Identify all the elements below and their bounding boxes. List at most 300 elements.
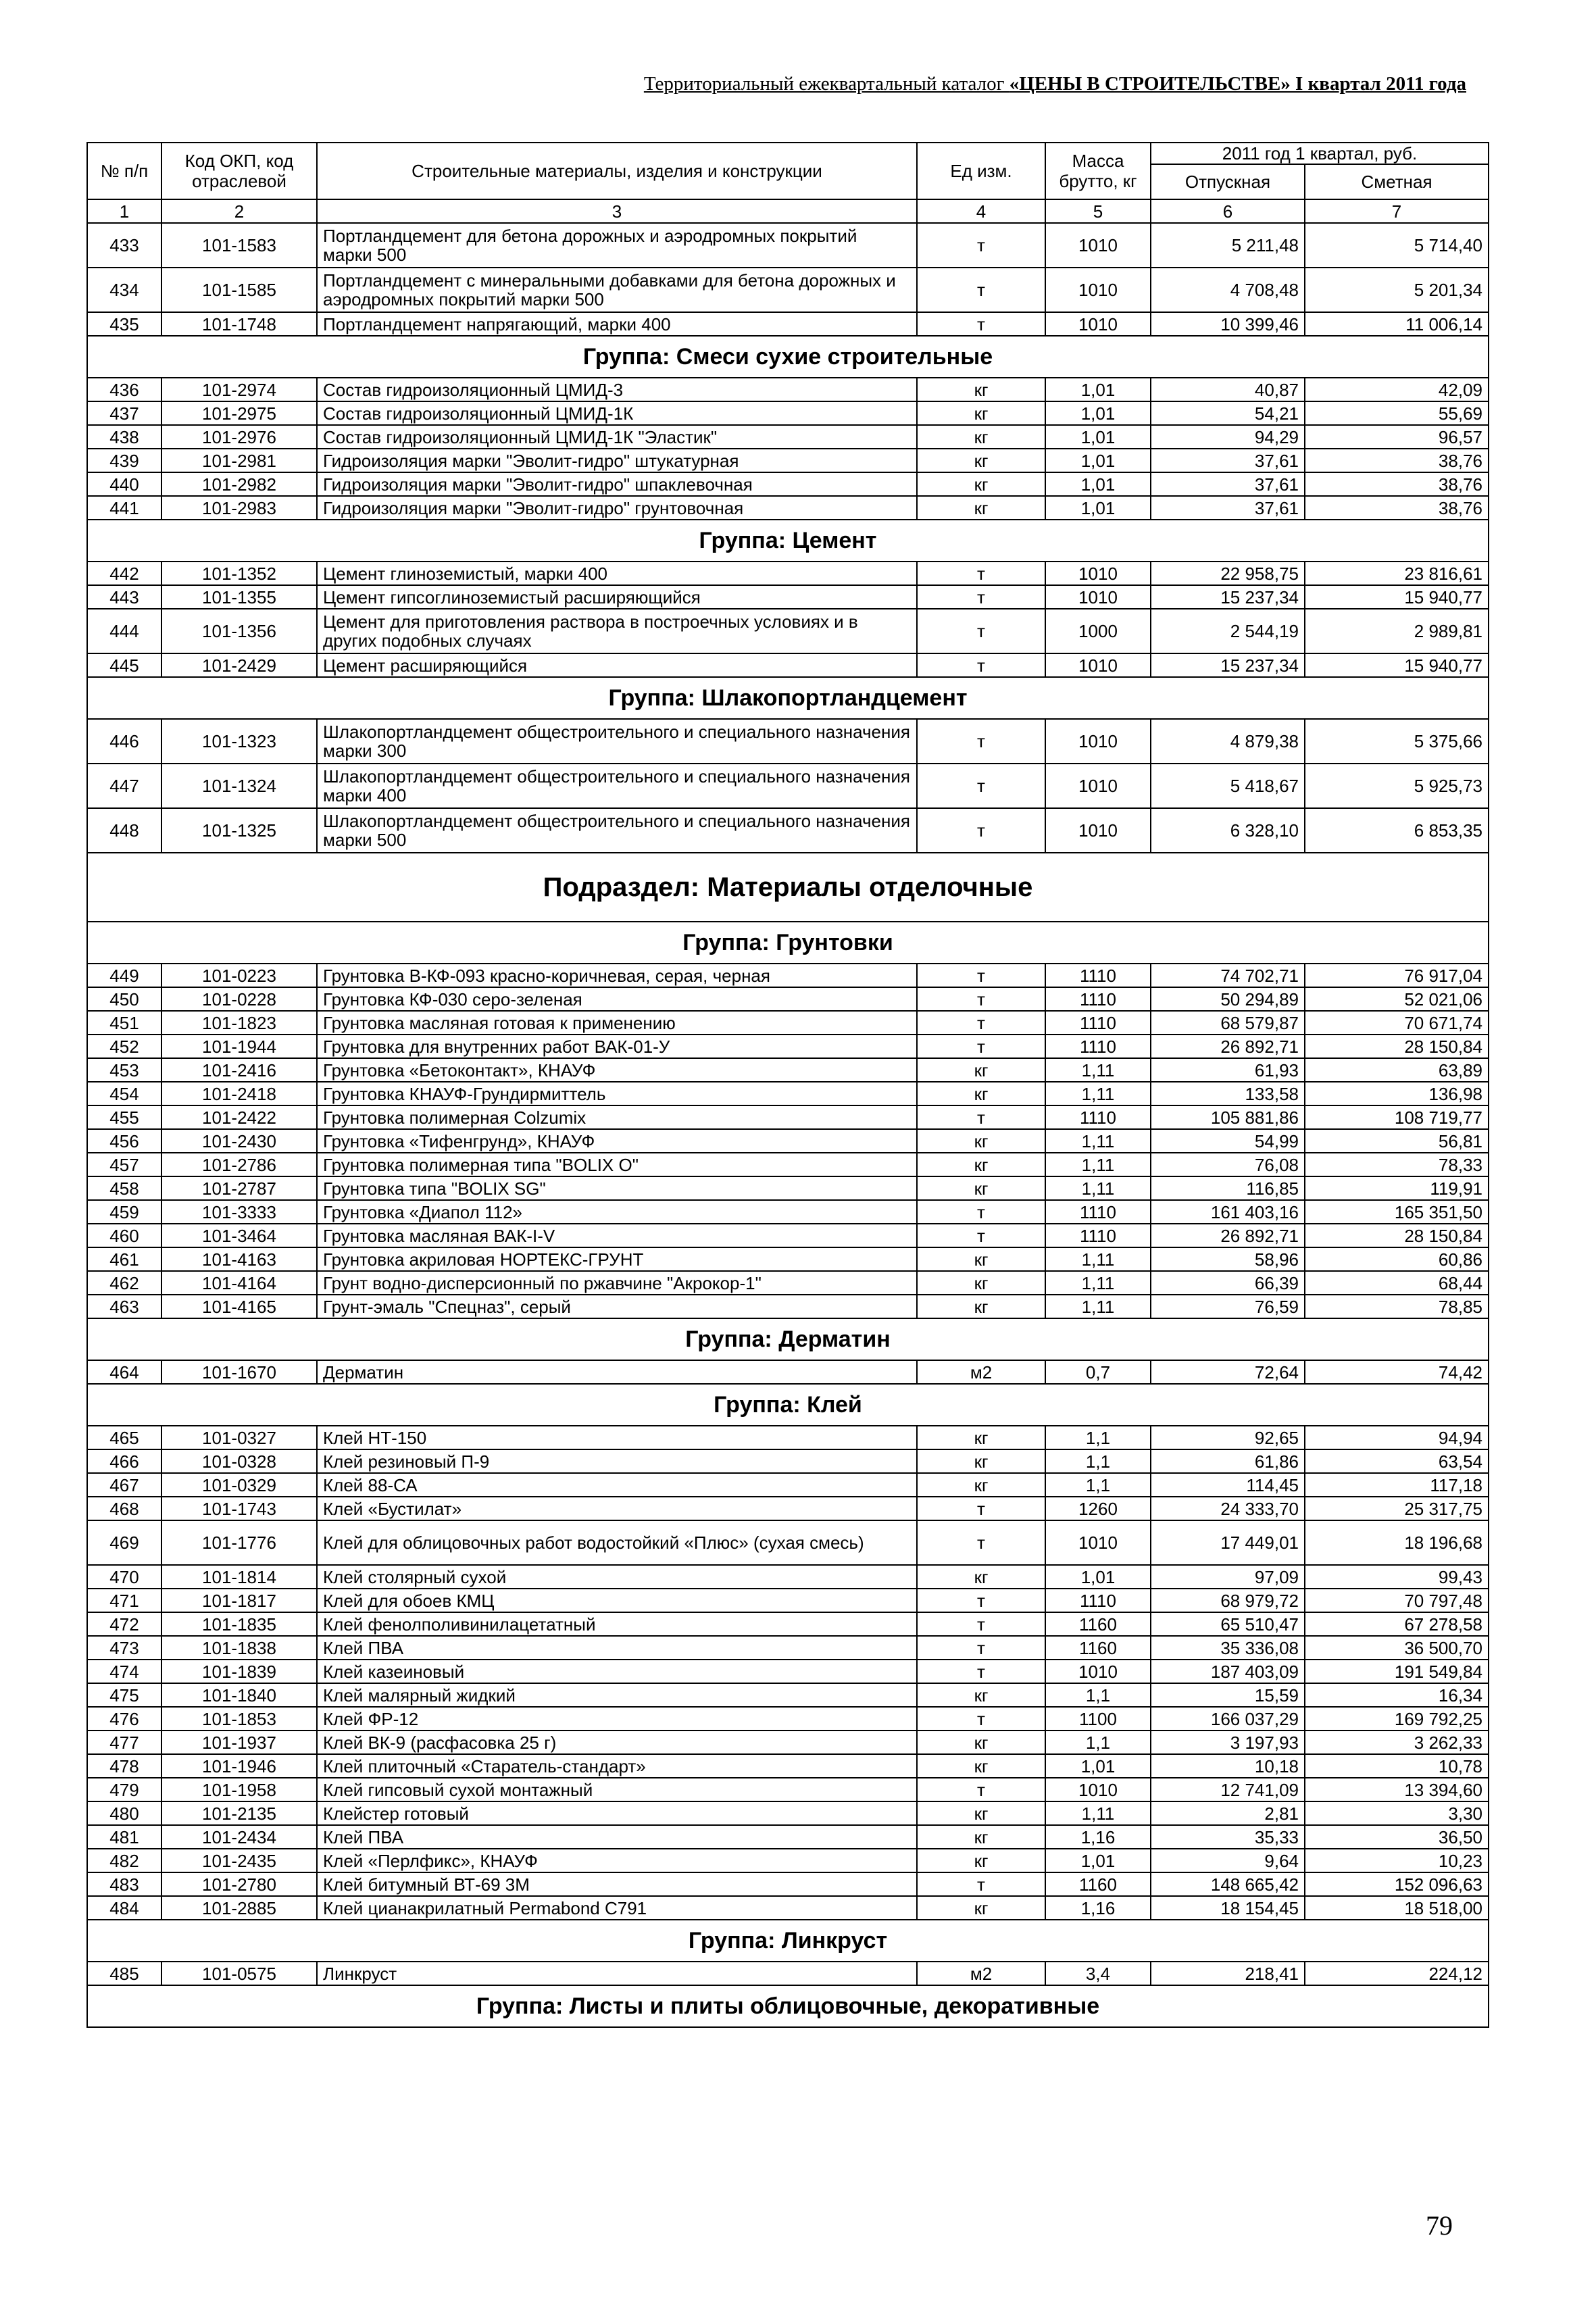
okp-code-cell: 101-2435 — [161, 1849, 317, 1872]
table-row — [87, 1778, 1489, 1801]
release-price-cell: 5 211,48 — [1151, 223, 1305, 268]
row-number-cell: 434 — [87, 268, 161, 312]
unit-cell: кг — [917, 1473, 1045, 1497]
unit-cell: т — [917, 1035, 1045, 1058]
release-price-cell: 4 708,48 — [1151, 268, 1305, 312]
material-name-cell: Грунтовка «Тифенгрунд», КНАУФ — [317, 1129, 917, 1153]
unit-cell: т — [917, 1707, 1045, 1731]
table-row — [87, 472, 1489, 496]
release-price-cell: 74 702,71 — [1151, 964, 1305, 987]
release-price-cell: 26 892,71 — [1151, 1035, 1305, 1058]
okp-code-cell: 101-2786 — [161, 1153, 317, 1176]
release-price-cell: 187 403,09 — [1151, 1660, 1305, 1683]
material-name-cell: Цемент глиноземистый, марки 400 — [317, 562, 917, 585]
row-number-cell: 478 — [87, 1754, 161, 1778]
release-price-cell: 54,99 — [1151, 1129, 1305, 1153]
okp-code-cell: 101-0328 — [161, 1449, 317, 1473]
release-price-cell: 12 741,09 — [1151, 1778, 1305, 1801]
material-name-cell: Клей плиточный «Старатель-стандарт» — [317, 1754, 917, 1778]
estimate-price-cell: 18 518,00 — [1305, 1896, 1489, 1920]
release-price-cell: 24 333,70 — [1151, 1497, 1305, 1520]
estimate-price-cell: 13 394,60 — [1305, 1778, 1489, 1801]
row-number-cell: 479 — [87, 1778, 161, 1801]
release-price-cell: 166 037,29 — [1151, 1707, 1305, 1731]
estimate-price-cell: 70 797,48 — [1305, 1589, 1489, 1612]
subsection-heading: Подраздел: Материалы отделочные — [87, 853, 1489, 922]
unit-cell: кг — [917, 1754, 1045, 1778]
estimate-price-cell: 94,94 — [1305, 1426, 1489, 1449]
group-heading: Группа: Линкруст — [87, 1920, 1489, 1962]
mass-cell: 1,11 — [1045, 1153, 1151, 1176]
table-row — [87, 223, 1489, 268]
unit-cell: кг — [917, 1153, 1045, 1176]
okp-code-cell: 101-2982 — [161, 472, 317, 496]
material-name-cell: Грунтовка КНАУФ-Грундирмиттель — [317, 1082, 917, 1105]
mass-cell: 1110 — [1045, 1105, 1151, 1129]
row-number-cell: 461 — [87, 1247, 161, 1271]
unit-cell: т — [917, 1105, 1045, 1129]
okp-code-cell: 101-1352 — [161, 562, 317, 585]
row-number-cell: 465 — [87, 1426, 161, 1449]
col-index: 3 — [317, 199, 917, 223]
group-heading-row — [87, 1384, 1489, 1426]
material-name-cell: Клейстер готовый — [317, 1801, 917, 1825]
okp-code-cell: 101-1776 — [161, 1520, 317, 1565]
okp-code-cell: 101-1838 — [161, 1636, 317, 1660]
material-name-cell: Состав гидроизоляционный ЦМИД-3 — [317, 378, 917, 401]
table-row — [87, 964, 1489, 987]
release-price-cell: 65 510,47 — [1151, 1612, 1305, 1636]
material-name-cell: Грунт водно-дисперсионный по ржавчине "Акрокор-1" — [317, 1271, 917, 1295]
col-code-header: Код ОКП, код отраслевой — [161, 143, 317, 199]
estimate-price-cell: 60,86 — [1305, 1247, 1489, 1271]
mass-cell: 1,11 — [1045, 1271, 1151, 1295]
row-number-cell: 433 — [87, 223, 161, 268]
okp-code-cell: 101-1814 — [161, 1565, 317, 1589]
table-row — [87, 585, 1489, 609]
unit-cell: кг — [917, 401, 1045, 425]
material-name-cell: Гидроизоляция марки "Эволит-гидро" шпаклевочная — [317, 472, 917, 496]
unit-cell: м2 — [917, 1360, 1045, 1384]
unit-cell: т — [917, 1660, 1045, 1683]
mass-cell: 1,16 — [1045, 1896, 1151, 1920]
row-number-cell: 449 — [87, 964, 161, 987]
row-number-cell: 447 — [87, 764, 161, 808]
unit-cell: кг — [917, 1058, 1045, 1082]
col-release-header: Отпускная — [1151, 164, 1305, 199]
table-row — [87, 1295, 1489, 1318]
row-number-cell: 466 — [87, 1449, 161, 1473]
okp-code-cell: 101-1835 — [161, 1612, 317, 1636]
material-name-cell: Грунтовка типа "BOLIX SG" — [317, 1176, 917, 1200]
okp-code-cell: 101-1323 — [161, 719, 317, 764]
estimate-price-cell: 36 500,70 — [1305, 1636, 1489, 1660]
okp-code-cell: 101-1743 — [161, 1497, 317, 1520]
mass-cell: 1100 — [1045, 1707, 1151, 1731]
unit-cell: кг — [917, 1731, 1045, 1754]
material-name-cell: Грунтовка акриловая НОРТЕКС-ГРУНТ — [317, 1247, 917, 1271]
release-price-cell: 92,65 — [1151, 1426, 1305, 1449]
okp-code-cell: 101-1583 — [161, 223, 317, 268]
table-row — [87, 1683, 1489, 1707]
mass-cell: 1,01 — [1045, 472, 1151, 496]
material-name-cell: Состав гидроизоляционный ЦМИД-1К — [317, 401, 917, 425]
header-row-1 — [87, 143, 1489, 164]
table-row — [87, 1520, 1489, 1565]
mass-cell: 1110 — [1045, 1011, 1151, 1035]
mass-cell: 1,1 — [1045, 1449, 1151, 1473]
unit-cell: кг — [917, 1247, 1045, 1271]
estimate-price-cell: 70 671,74 — [1305, 1011, 1489, 1035]
estimate-price-cell: 16,34 — [1305, 1683, 1489, 1707]
material-name-cell: Клей ВК-9 (расфасовка 25 г) — [317, 1731, 917, 1754]
okp-code-cell: 101-2983 — [161, 496, 317, 520]
mass-cell: 1000 — [1045, 609, 1151, 653]
estimate-price-cell: 3 262,33 — [1305, 1731, 1489, 1754]
estimate-price-cell: 3,30 — [1305, 1801, 1489, 1825]
row-number-cell: 459 — [87, 1200, 161, 1224]
estimate-price-cell: 117,18 — [1305, 1473, 1489, 1497]
col-index: 1 — [87, 199, 161, 223]
material-name-cell: Гидроизоляция марки "Эволит-гидро" грунтовочная — [317, 496, 917, 520]
column-index-row — [87, 199, 1489, 223]
unit-cell: т — [917, 223, 1045, 268]
table-row — [87, 719, 1489, 764]
estimate-price-cell: 10,23 — [1305, 1849, 1489, 1872]
release-price-cell: 10 399,46 — [1151, 312, 1305, 336]
mass-cell: 1010 — [1045, 585, 1151, 609]
table-row — [87, 1271, 1489, 1295]
okp-code-cell: 101-2135 — [161, 1801, 317, 1825]
release-price-cell: 133,58 — [1151, 1082, 1305, 1105]
unit-cell: кг — [917, 1849, 1045, 1872]
unit-cell: кг — [917, 378, 1045, 401]
col-name-header: Строительные материалы, изделия и конструкции — [317, 143, 917, 199]
estimate-price-cell: 63,89 — [1305, 1058, 1489, 1082]
row-number-cell: 452 — [87, 1035, 161, 1058]
material-name-cell: Клей «Бустилат» — [317, 1497, 917, 1520]
okp-code-cell: 101-1937 — [161, 1731, 317, 1754]
estimate-price-cell: 78,33 — [1305, 1153, 1489, 1176]
estimate-price-cell: 11 006,14 — [1305, 312, 1489, 336]
mass-cell: 1,11 — [1045, 1247, 1151, 1271]
col-index: 2 — [161, 199, 317, 223]
table-row — [87, 1731, 1489, 1754]
release-price-cell: 66,39 — [1151, 1271, 1305, 1295]
row-number-cell: 445 — [87, 653, 161, 677]
release-price-cell: 10,18 — [1151, 1754, 1305, 1778]
table-row — [87, 653, 1489, 677]
material-name-cell: Грунтовка полимерная Colzumix — [317, 1105, 917, 1129]
release-price-cell: 35,33 — [1151, 1825, 1305, 1849]
table-row — [87, 1129, 1489, 1153]
estimate-price-cell: 224,12 — [1305, 1962, 1489, 1985]
mass-cell: 1,01 — [1045, 449, 1151, 472]
okp-code-cell: 101-2429 — [161, 653, 317, 677]
mass-cell: 1010 — [1045, 719, 1151, 764]
unit-cell: кг — [917, 1295, 1045, 1318]
release-price-cell: 40,87 — [1151, 378, 1305, 401]
mass-cell: 1010 — [1045, 268, 1151, 312]
okp-code-cell: 101-1823 — [161, 1011, 317, 1035]
material-name-cell: Шлакопортландцемент общестроительного и специального назначения марки 500 — [317, 808, 917, 853]
unit-cell: т — [917, 1200, 1045, 1224]
okp-code-cell: 101-4164 — [161, 1271, 317, 1295]
group-heading-row — [87, 336, 1489, 378]
table-row — [87, 1849, 1489, 1872]
okp-code-cell: 101-0327 — [161, 1426, 317, 1449]
row-number-cell: 474 — [87, 1660, 161, 1683]
table-row — [87, 1105, 1489, 1129]
row-number-cell: 472 — [87, 1612, 161, 1636]
unit-cell: т — [917, 1224, 1045, 1247]
material-name-cell: Клей гипсовый сухой монтажный — [317, 1778, 917, 1801]
okp-code-cell: 101-2418 — [161, 1082, 317, 1105]
material-name-cell: Клей казеиновый — [317, 1660, 917, 1683]
release-price-cell: 5 418,67 — [1151, 764, 1305, 808]
row-number-cell: 455 — [87, 1105, 161, 1129]
okp-code-cell: 101-1325 — [161, 808, 317, 853]
okp-code-cell: 101-3333 — [161, 1200, 317, 1224]
mass-cell: 1,11 — [1045, 1058, 1151, 1082]
mass-cell: 1010 — [1045, 562, 1151, 585]
mass-cell: 1,01 — [1045, 496, 1151, 520]
row-number-cell: 463 — [87, 1295, 161, 1318]
table-row — [87, 1247, 1489, 1271]
estimate-price-cell: 78,85 — [1305, 1295, 1489, 1318]
okp-code-cell: 101-1355 — [161, 585, 317, 609]
okp-code-cell: 101-2430 — [161, 1129, 317, 1153]
mass-cell: 1010 — [1045, 1778, 1151, 1801]
okp-code-cell: 101-1958 — [161, 1778, 317, 1801]
row-number-cell: 480 — [87, 1801, 161, 1825]
subsection-heading-row — [87, 853, 1489, 922]
estimate-price-cell: 5 925,73 — [1305, 764, 1489, 808]
unit-cell: т — [917, 987, 1045, 1011]
release-price-cell: 4 879,38 — [1151, 719, 1305, 764]
material-name-cell: Клей резиновый П-9 — [317, 1449, 917, 1473]
okp-code-cell: 101-2422 — [161, 1105, 317, 1129]
mass-cell: 1110 — [1045, 1224, 1151, 1247]
unit-cell: т — [917, 764, 1045, 808]
release-price-cell: 97,09 — [1151, 1565, 1305, 1589]
mass-cell: 1010 — [1045, 1520, 1151, 1565]
okp-code-cell: 101-2981 — [161, 449, 317, 472]
material-name-cell: Портландцемент для бетона дорожных и аэродромных покрытий марки 500 — [317, 223, 917, 268]
estimate-price-cell: 152 096,63 — [1305, 1872, 1489, 1896]
unit-cell: кг — [917, 1176, 1045, 1200]
mass-cell: 1110 — [1045, 964, 1151, 987]
material-name-cell: Клей для облицовочных работ водостойкий «Плюс» (сухая смесь) — [317, 1520, 917, 1565]
mass-cell: 1010 — [1045, 653, 1151, 677]
material-name-cell: Гидроизоляция марки "Эволит-гидро" штукатурная — [317, 449, 917, 472]
estimate-price-cell: 68,44 — [1305, 1271, 1489, 1295]
group-heading: Группа: Смеси сухие строительные — [87, 336, 1489, 378]
table-row — [87, 1011, 1489, 1035]
col-index: 7 — [1305, 199, 1489, 223]
table-row — [87, 1082, 1489, 1105]
table-row — [87, 1449, 1489, 1473]
group-heading: Группа: Цемент — [87, 520, 1489, 562]
unit-cell: т — [917, 609, 1045, 653]
table-row — [87, 1962, 1489, 1985]
row-number-cell: 462 — [87, 1271, 161, 1295]
estimate-price-cell: 74,42 — [1305, 1360, 1489, 1384]
unit-cell: т — [917, 1778, 1045, 1801]
estimate-price-cell: 18 196,68 — [1305, 1520, 1489, 1565]
material-name-cell: Грунтовка КФ-030 серо-зеленая — [317, 987, 917, 1011]
mass-cell: 1,1 — [1045, 1683, 1151, 1707]
row-number-cell: 441 — [87, 496, 161, 520]
mass-cell: 1,11 — [1045, 1176, 1151, 1200]
group-heading: Группа: Клей — [87, 1384, 1489, 1426]
mass-cell: 1110 — [1045, 987, 1151, 1011]
table-row — [87, 1565, 1489, 1589]
release-price-cell: 54,21 — [1151, 401, 1305, 425]
material-name-cell: Грунтовка «Бетоконтакт», КНАУФ — [317, 1058, 917, 1082]
release-price-cell: 72,64 — [1151, 1360, 1305, 1384]
mass-cell: 1,01 — [1045, 1849, 1151, 1872]
row-number-cell: 460 — [87, 1224, 161, 1247]
release-price-cell: 17 449,01 — [1151, 1520, 1305, 1565]
row-number-cell: 464 — [87, 1360, 161, 1384]
table-row — [87, 425, 1489, 449]
release-price-cell: 37,61 — [1151, 472, 1305, 496]
unit-cell: т — [917, 1612, 1045, 1636]
unit-cell: т — [917, 1872, 1045, 1896]
unit-cell: кг — [917, 1082, 1045, 1105]
unit-cell: т — [917, 312, 1045, 336]
mass-cell: 0,7 — [1045, 1360, 1151, 1384]
col-index: 5 — [1045, 199, 1151, 223]
unit-cell: кг — [917, 472, 1045, 496]
release-price-cell: 15 237,34 — [1151, 585, 1305, 609]
header-prefix: Территориальный ежеквартальный каталог — [643, 73, 1009, 95]
table-row — [87, 764, 1489, 808]
table-row — [87, 987, 1489, 1011]
table-row — [87, 1801, 1489, 1825]
estimate-price-cell: 136,98 — [1305, 1082, 1489, 1105]
table-row — [87, 1426, 1489, 1449]
mass-cell: 1,1 — [1045, 1426, 1151, 1449]
release-price-cell: 116,85 — [1151, 1176, 1305, 1200]
release-price-cell: 15,59 — [1151, 1683, 1305, 1707]
group-heading-row — [87, 922, 1489, 964]
row-number-cell: 435 — [87, 312, 161, 336]
estimate-price-cell: 165 351,50 — [1305, 1200, 1489, 1224]
unit-cell: кг — [917, 1426, 1045, 1449]
release-price-cell: 58,96 — [1151, 1247, 1305, 1271]
release-price-cell: 61,93 — [1151, 1058, 1305, 1082]
okp-code-cell: 101-1356 — [161, 609, 317, 653]
group-heading-row — [87, 1920, 1489, 1962]
release-price-cell: 105 881,86 — [1151, 1105, 1305, 1129]
estimate-price-cell: 10,78 — [1305, 1754, 1489, 1778]
okp-code-cell: 101-2975 — [161, 401, 317, 425]
page-number: 79 — [1426, 2210, 1453, 2241]
row-number-cell: 458 — [87, 1176, 161, 1200]
okp-code-cell: 101-1324 — [161, 764, 317, 808]
estimate-price-cell: 52 021,06 — [1305, 987, 1489, 1011]
mass-cell: 1260 — [1045, 1497, 1151, 1520]
estimate-price-cell: 15 940,77 — [1305, 653, 1489, 677]
release-price-cell: 76,08 — [1151, 1153, 1305, 1176]
okp-code-cell: 101-1840 — [161, 1683, 317, 1707]
col-period-header: 2011 год 1 квартал, руб. — [1151, 143, 1489, 164]
table-row — [87, 1612, 1489, 1636]
mass-cell: 1010 — [1045, 223, 1151, 268]
release-price-cell: 2 544,19 — [1151, 609, 1305, 653]
okp-code-cell: 101-2434 — [161, 1825, 317, 1849]
unit-cell: т — [917, 808, 1045, 853]
row-number-cell: 476 — [87, 1707, 161, 1731]
estimate-price-cell: 38,76 — [1305, 449, 1489, 472]
unit-cell: кг — [917, 1449, 1045, 1473]
table-row — [87, 1754, 1489, 1778]
material-name-cell: Шлакопортландцемент общестроительного и специального назначения марки 400 — [317, 764, 917, 808]
okp-code-cell: 101-0575 — [161, 1962, 317, 1985]
okp-code-cell: 101-0223 — [161, 964, 317, 987]
row-number-cell: 444 — [87, 609, 161, 653]
okp-code-cell: 101-1748 — [161, 312, 317, 336]
row-number-cell: 475 — [87, 1683, 161, 1707]
material-name-cell: Клей малярный жидкий — [317, 1683, 917, 1707]
material-name-cell: Грунтовка масляная готовая к применению — [317, 1011, 917, 1035]
mass-cell: 1,01 — [1045, 401, 1151, 425]
estimate-price-cell: 5 201,34 — [1305, 268, 1489, 312]
release-price-cell: 50 294,89 — [1151, 987, 1305, 1011]
estimate-price-cell: 38,76 — [1305, 472, 1489, 496]
estimate-price-cell: 99,43 — [1305, 1565, 1489, 1589]
row-number-cell: 470 — [87, 1565, 161, 1589]
table-row — [87, 1660, 1489, 1683]
estimate-price-cell: 5 375,66 — [1305, 719, 1489, 764]
release-price-cell: 148 665,42 — [1151, 1872, 1305, 1896]
release-price-cell: 9,64 — [1151, 1849, 1305, 1872]
mass-cell: 1,11 — [1045, 1129, 1151, 1153]
table-row — [87, 268, 1489, 312]
release-price-cell: 26 892,71 — [1151, 1224, 1305, 1247]
table-row — [87, 1035, 1489, 1058]
release-price-cell: 18 154,45 — [1151, 1896, 1305, 1920]
col-unit-header: Ед изм. — [917, 143, 1045, 199]
okp-code-cell: 101-2780 — [161, 1872, 317, 1896]
material-name-cell: Клей битумный ВТ-69 3М — [317, 1872, 917, 1896]
material-name-cell: Клей 88-СА — [317, 1473, 917, 1497]
okp-code-cell: 101-2416 — [161, 1058, 317, 1082]
catalog-header — [473, 73, 1466, 107]
estimate-price-cell: 28 150,84 — [1305, 1035, 1489, 1058]
release-price-cell: 68 579,87 — [1151, 1011, 1305, 1035]
estimate-price-cell: 42,09 — [1305, 378, 1489, 401]
row-number-cell: 482 — [87, 1849, 161, 1872]
row-number-cell: 483 — [87, 1872, 161, 1896]
estimate-price-cell: 96,57 — [1305, 425, 1489, 449]
row-number-cell: 448 — [87, 808, 161, 853]
row-number-cell: 456 — [87, 1129, 161, 1153]
material-name-cell: Клей для обоев КМЦ — [317, 1589, 917, 1612]
release-price-cell: 37,61 — [1151, 449, 1305, 472]
release-price-cell: 61,86 — [1151, 1449, 1305, 1473]
release-price-cell: 6 328,10 — [1151, 808, 1305, 853]
table-row — [87, 1058, 1489, 1082]
release-price-cell: 94,29 — [1151, 425, 1305, 449]
mass-cell: 1,1 — [1045, 1473, 1151, 1497]
material-name-cell: Грунт-эмаль "Спецназ", серый — [317, 1295, 917, 1318]
release-price-cell: 22 958,75 — [1151, 562, 1305, 585]
row-number-cell: 436 — [87, 378, 161, 401]
table-row — [87, 312, 1489, 336]
